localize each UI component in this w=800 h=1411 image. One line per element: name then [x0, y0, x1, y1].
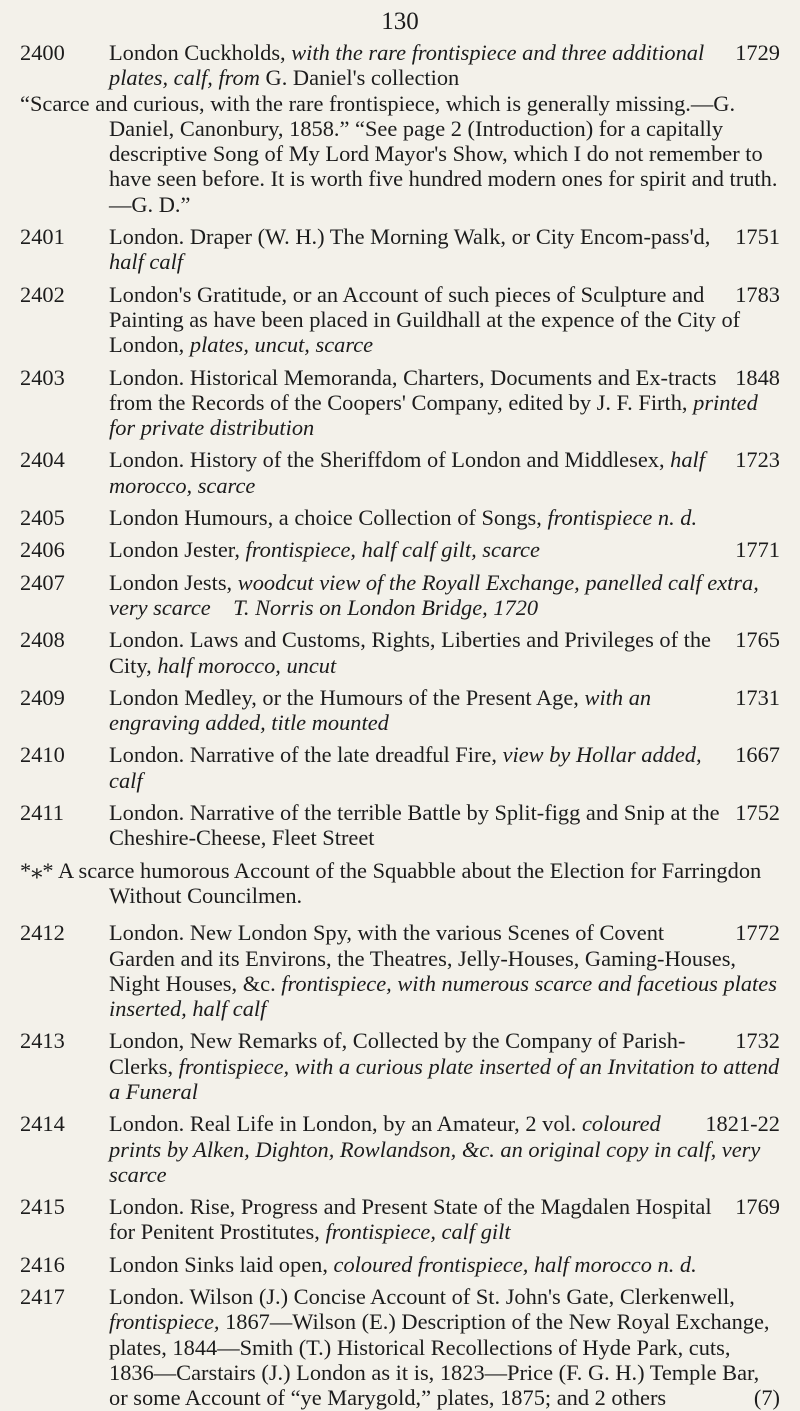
- entry-text: [109, 224, 780, 275]
- lot-number: 2411: [20, 800, 64, 826]
- entry-description: plates, uncut, scarce: [189, 332, 374, 358]
- entry-title: London Medley, or the Humours of the Present Age,: [109, 684, 579, 710]
- entry-description: with an engraving added, title mounted: [109, 684, 652, 736]
- entry-year: 1848: [735, 364, 780, 390]
- entry-title: London Sinks laid open,: [109, 1251, 328, 1277]
- catalogue-entry: [20, 627, 780, 678]
- lot-number: 2415: [20, 1194, 65, 1220]
- entry-text: [109, 570, 780, 621]
- catalogue-entry: [20, 447, 780, 498]
- lot-number: 2401: [20, 224, 65, 250]
- catalogue-entry: [20, 1284, 780, 1410]
- entry-note: *⁎* A scarce humorous Account of the Squabble about the Election for Farringdon Without Councilmen.: [20, 857, 762, 908]
- catalogue-entry: [20, 920, 780, 1021]
- entry-text: [109, 685, 780, 736]
- entry-title: London Jests,: [109, 569, 233, 595]
- entry-text: [109, 1284, 780, 1410]
- entry-year: 1772: [735, 920, 780, 946]
- entry-year: 1751: [735, 224, 780, 250]
- entry-year: 1783: [735, 281, 780, 307]
- entry-note: “Scarce and curious, with the rare frontispiece, which is generally missing.—G. Daniel, Canonbury, 1858.” “See page 2 (Introduction) for a capitally descriptive Song of My Lord Mayor's Show, which I do not remember to have seen before. It is worth five hundred modern ones for spirit and truth.—G. D.”: [20, 90, 778, 217]
- catalogue-entry: [20, 685, 780, 736]
- entry-year: 1667: [735, 742, 780, 768]
- entry-description: frontispiece, calf gilt: [325, 1219, 511, 1245]
- entry-description: frontispiece n. d.: [547, 505, 698, 531]
- entry-description: frontispiece, with a curious plate inserted of an Invitation to attend a Funeral: [109, 1053, 780, 1104]
- entry-text: [109, 800, 780, 851]
- entry-text: [109, 447, 780, 498]
- catalogue-entry: [20, 800, 780, 851]
- entry-year: 1821-22: [705, 1111, 780, 1137]
- catalogue-entry: [20, 282, 780, 358]
- entry-title: London's Gratitude, or an Account of such pieces of Sculpture and Painting as have been placed in Guildhall at the expence of the City of London,: [109, 281, 741, 358]
- entry-title: London. Narrative of the terrible Battle by Split-figg and Snip at the Cheshire-Cheese, Fleet Street: [109, 800, 720, 851]
- entry-description: frontispiece,: [109, 1309, 220, 1335]
- entry-text: [109, 742, 780, 793]
- entry-extra: 1867—Wilson (E.) Description of the New Royal Exchange, plates, 1844—Smith (T.) Historical Recollections of Hyde Park, cuts, 1836—Carstairs (J.) London as it is, 1823—Price (F. G. H.) Temple Bar, or some Account of “ye Marygold,” plates, 1875; and 2 others: [109, 1309, 770, 1411]
- entry-title: London Cuckholds,: [109, 40, 286, 65]
- lot-number: 2413: [20, 1028, 65, 1054]
- entry-extra: T. Norris on London Bridge, 1720: [233, 594, 539, 620]
- catalogue-entry: [20, 1252, 780, 1277]
- entry-text: [109, 505, 780, 530]
- catalogue-entry: [20, 40, 780, 91]
- lot-number: 2412: [20, 920, 65, 946]
- entry-title: London. Wilson (J.) Concise Account of St. John's Gate, Clerkenwell,: [109, 1284, 735, 1310]
- entry-title: London. New London Spy, with the various Scenes of Covent Garden and its Environs, the Theatres, Jelly-Houses, Gaming-Houses, Night Houses, &c.: [109, 920, 737, 996]
- entry-year: 1771: [735, 537, 780, 563]
- entry-text: [109, 1028, 780, 1104]
- catalogue-entry: [20, 1194, 780, 1245]
- entries-list: [20, 40, 780, 1411]
- catalogue-entry: [20, 1111, 780, 1187]
- entry-description: frontispiece, with numerous scarce and facetious plates inserted, half calf: [109, 970, 777, 1022]
- lot-number: 2417: [20, 1284, 65, 1310]
- entry-text: [109, 1194, 780, 1245]
- lot-number: 2404: [20, 447, 65, 473]
- entry-description: half calf: [109, 249, 184, 275]
- lot-number: 2405: [20, 505, 65, 531]
- entry-title: London. History of the Sheriffdom of London and Middlesex,: [109, 447, 665, 473]
- entry-title: London Humours, a choice Collection of Songs,: [109, 505, 542, 531]
- entry-description: with the rare frontispiece and three additional plates, calf, from: [109, 40, 705, 91]
- entry-description: printed for private distribution: [109, 389, 758, 441]
- entry-title: London. Real Life in London, by an Amateur, 2 vol.: [109, 1111, 577, 1137]
- lot-number: 2400: [20, 40, 65, 65]
- entry-description: coloured frontispiece, half morocco n. d.: [333, 1251, 697, 1277]
- lot-number: 2409: [20, 684, 65, 710]
- entry-title: London. Laws and Customs, Rights, Liberties and Privileges of the City,: [109, 627, 711, 678]
- lot-number: 2407: [20, 569, 65, 595]
- page-number: 130: [381, 8, 419, 35]
- entry-year: 1752: [735, 800, 780, 826]
- lot-number: 2403: [20, 364, 65, 390]
- entry-year: 1769: [735, 1194, 780, 1220]
- entry-title: London, New Remarks of, Collected by the Company of Parish-Clerks,: [109, 1028, 686, 1079]
- entry-title: London Jester,: [109, 537, 240, 563]
- entry-title: London. Rise, Progress and Present State of the Magdalen Hospital for Penitent Prostitutes,: [109, 1194, 712, 1245]
- entry-text: [109, 920, 780, 1021]
- lot-number: 2406: [20, 537, 65, 563]
- entry-title: London. Historical Memoranda, Charters, Documents and Ex-tracts from the Records of the Coopers' Company, edited by J. F. Firth,: [109, 364, 717, 415]
- entry-text: [109, 1111, 780, 1187]
- catalogue-entry: [20, 570, 780, 621]
- entry-description: woodcut view of the Royall Exchange, panelled calf extra, very scarce: [109, 569, 759, 620]
- entry-text: [109, 627, 780, 678]
- entry-description: frontispiece, half calf gilt, scarce: [245, 537, 540, 563]
- entry-description: coloured prints by Alken, Dighton, Rowlandson, &c. an original copy in calf, very scarce: [109, 1111, 761, 1187]
- entry-title: London. Narrative of the late dreadful Fire,: [109, 742, 497, 768]
- entry-description: half morocco, scarce: [109, 447, 705, 498]
- entry-year: 1731: [735, 684, 780, 710]
- catalogue-entry: [20, 742, 780, 793]
- catalogue-entry: [20, 365, 780, 441]
- lot-number: 2416: [20, 1251, 65, 1277]
- entry-title: London. Draper (W. H.) The Morning Walk, or City Encom-pass'd,: [109, 224, 711, 250]
- catalogue-entry: [20, 1028, 780, 1104]
- lot-number: 2410: [20, 742, 65, 768]
- entry-extra: G. Daniel's collection: [265, 65, 460, 91]
- lot-number: 2402: [20, 281, 65, 307]
- entry-text: [109, 537, 780, 562]
- entry-year: (7): [753, 1385, 780, 1411]
- lot-number: 2414: [20, 1111, 65, 1137]
- entry-description: view by Hollar added, calf: [109, 742, 702, 793]
- entry-year: 1765: [735, 627, 780, 653]
- entry-description: half morocco, uncut: [157, 652, 337, 678]
- entry-year: 1732: [735, 1028, 780, 1054]
- catalogue-entry: [20, 537, 780, 562]
- catalogue-entry: [20, 505, 780, 530]
- catalogue-entry: [20, 224, 780, 275]
- lot-number: 2408: [20, 627, 65, 653]
- entry-text: [109, 1252, 780, 1277]
- entry-text: [109, 282, 780, 358]
- entry-text: [109, 365, 780, 441]
- entry-text: [109, 40, 780, 91]
- entry-year: 1723: [735, 447, 780, 473]
- entry-year: 1729: [735, 40, 780, 65]
